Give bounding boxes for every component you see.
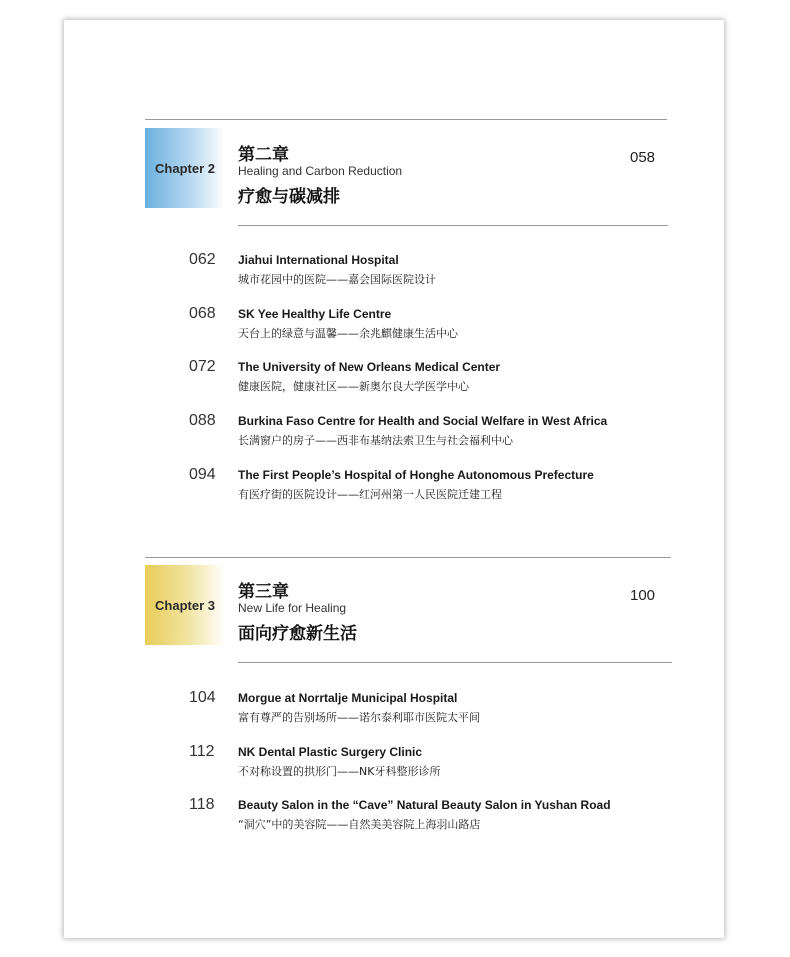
chapter-2-title-cn: 第二章 bbox=[238, 145, 289, 165]
toc-entry[interactable] bbox=[189, 307, 669, 347]
toc-entry[interactable] bbox=[189, 414, 669, 454]
entry-title-en: NK Dental Plastic Surgery Clinic bbox=[238, 745, 423, 759]
chapter-2-page-number: 058 bbox=[630, 149, 656, 166]
entry-title-cn: 健康医院，健康社区——新奥尔良大学医学中心 bbox=[238, 380, 469, 393]
chapter-2-tab bbox=[145, 128, 225, 208]
entry-title-en: Jiahui International Hospital bbox=[238, 253, 399, 267]
entry-title-en: The First People’s Hospital of Honghe Autonomous Prefecture bbox=[238, 468, 594, 482]
chapter-3-bottom-rule bbox=[238, 662, 672, 663]
chapter-2-bottom-rule bbox=[238, 225, 668, 226]
toc-entry[interactable] bbox=[189, 745, 669, 785]
chapter-3-subtitle-cn: 面向疗愈新生活 bbox=[238, 624, 357, 644]
entry-title-cn: 长满窗户的房子——西非布基纳法索卫生与社会福利中心 bbox=[238, 434, 513, 447]
entry-title-cn: 城市花园中的医院——嘉会国际医院设计 bbox=[238, 273, 436, 286]
entry-page-number: 062 bbox=[189, 251, 216, 268]
toc-entry[interactable] bbox=[189, 253, 669, 293]
chapter-3-tab-label: Chapter 3 bbox=[155, 597, 215, 613]
toc-entry[interactable] bbox=[189, 691, 669, 731]
chapter-3-tab bbox=[145, 565, 225, 645]
entry-title-cn: “洞穴”中的美容院——自然美美容院上海羽山路店 bbox=[238, 818, 481, 831]
chapter-2-tab-label: Chapter 2 bbox=[155, 160, 215, 176]
entry-page-number: 068 bbox=[189, 305, 216, 322]
chapter-3-page-number: 100 bbox=[630, 587, 656, 604]
chapter-3-title-en: New Life for Healing bbox=[238, 601, 347, 615]
chapter-3-top-rule bbox=[145, 557, 671, 558]
entry-title-en: Morgue at Norrtalje Municipal Hospital bbox=[238, 691, 458, 705]
entry-page-number: 072 bbox=[189, 358, 216, 375]
entry-page-number: 094 bbox=[189, 466, 216, 483]
chapter-2-title-en: Healing and Carbon Reduction bbox=[238, 164, 403, 178]
entry-page-number: 112 bbox=[189, 743, 215, 760]
entry-title-cn: 不对称设置的拱形门——NK牙科整形诊所 bbox=[238, 765, 441, 778]
entry-page-number: 104 bbox=[189, 689, 216, 706]
toc-entry[interactable] bbox=[189, 360, 669, 400]
entry-title-cn: 有医疗街的医院设计——红河州第一人民医院迁建工程 bbox=[238, 488, 502, 501]
entry-title-en: Beauty Salon in the “Cave” Natural Beauty Salon in Yushan Road bbox=[238, 798, 611, 812]
chapter-3-title-cn: 第三章 bbox=[238, 582, 289, 602]
entry-page-number: 088 bbox=[189, 412, 216, 429]
entry-title-en: SK Yee Healthy Life Centre bbox=[238, 307, 392, 321]
toc-entry[interactable] bbox=[189, 468, 669, 508]
entry-page-number: 118 bbox=[189, 796, 215, 813]
entry-title-cn: 富有尊严的告别场所——诺尔泰利耶市医院太平间 bbox=[238, 711, 480, 724]
entry-title-en: The University of New Orleans Medical Center bbox=[238, 360, 501, 374]
toc-entry[interactable] bbox=[189, 798, 669, 838]
entry-title-cn: 天台上的绿意与温馨——余兆麒健康生活中心 bbox=[238, 327, 458, 340]
entry-title-en: Burkina Faso Centre for Health and Social Welfare in West Africa bbox=[238, 414, 608, 428]
chapter-2-subtitle-cn: 疗愈与碳减排 bbox=[238, 187, 340, 207]
chapter-2-top-rule bbox=[145, 119, 667, 120]
